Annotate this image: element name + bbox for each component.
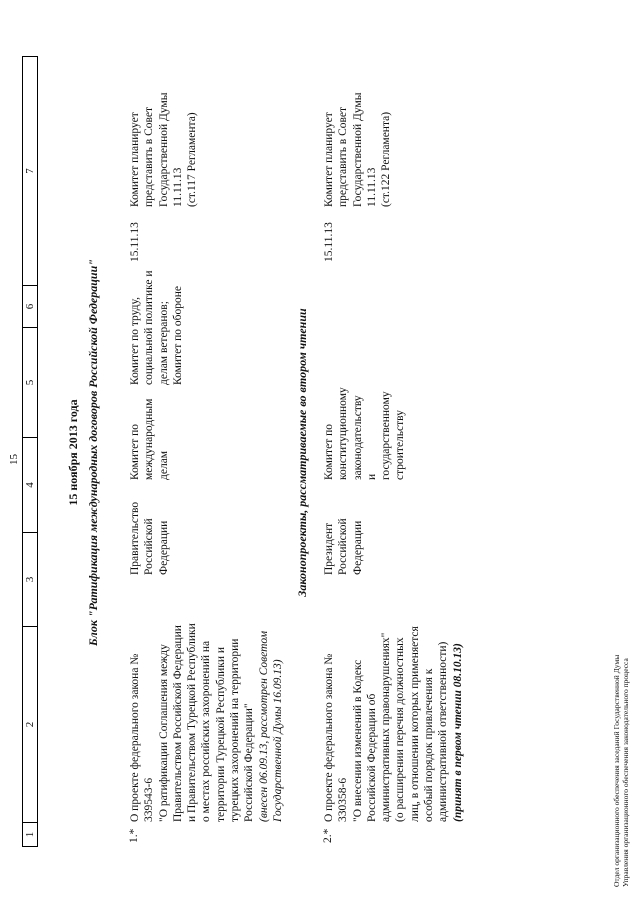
consideration-date: 15.11.13 — [323, 222, 335, 262]
bill-title: О проекте федерального закона № 330358-6 "О внесении изменений в Кодекс Российской Федерации об административных правонарушениях" (о расширении перечня должностных лиц, в отношении которых применяется особый порядок привлечения к административной ответственности) — [323, 626, 450, 822]
bill-note: (внесен 06.09.13, рассмотрен Советом Государственной Думы 16.09.13) — [257, 630, 284, 822]
responsible-committee: Комитет по конституционному законодательству и государственному строительству — [323, 387, 407, 480]
initiator: Президент Российской Федерации — [323, 518, 364, 575]
page-number: 15 — [8, 454, 20, 465]
column-number-1: 1 — [23, 823, 38, 847]
co-committees: Комитет по труду, социальной политике и делам ветеранов; Комитет по обороне — [129, 270, 184, 385]
consideration-date: 15.11.13 — [129, 222, 141, 262]
column-number-2: 2 — [23, 627, 38, 823]
initiator: Правительство Российской Федерации — [129, 501, 170, 575]
block-heading: Блок "Ратификация международных договоров Российской Федерации" — [86, 259, 100, 646]
committee-remark: Комитет планирует представить в Совет Государственной Думы 11.11.13 (ст.117 Регламента) — [129, 92, 199, 207]
footer-department: Отдел организационного обеспечения заседаний Государственной Думы Управления организационного обеспечения законодательного процесса — [612, 654, 630, 887]
section-heading: Законопроекты, рассматриваемые во втором чтении — [295, 308, 309, 597]
responsible-committee: Комитет по международным делам — [129, 398, 170, 480]
column-number-6: 6 — [23, 286, 38, 328]
column-number-3: 3 — [23, 533, 38, 627]
committee-remark: Комитет планирует представить в Совет Государственной Думы 11.11.13 (ст.122 Регламента) — [323, 92, 393, 207]
column-number-5: 5 — [23, 328, 38, 438]
column-header-row — [22, 56, 38, 847]
row-number: 1.* — [128, 828, 140, 843]
bill-note: (принят в первом чтении 08.10.13) — [451, 643, 464, 822]
column-number-7: 7 — [23, 57, 38, 286]
column-number-4: 4 — [23, 438, 38, 533]
date-heading: 15 ноября 2013 года — [66, 399, 80, 506]
row-number: 2.* — [322, 828, 334, 843]
bill-title: О проекте федерального закона № 339543-6 "О ратификации Соглашения между Правительством Российской Федерации и Правительством Турецкой Республики о местах российских захоронений на территории Турецкой Республики и турецких захоронений на территории Российской Федерации" — [129, 623, 256, 822]
